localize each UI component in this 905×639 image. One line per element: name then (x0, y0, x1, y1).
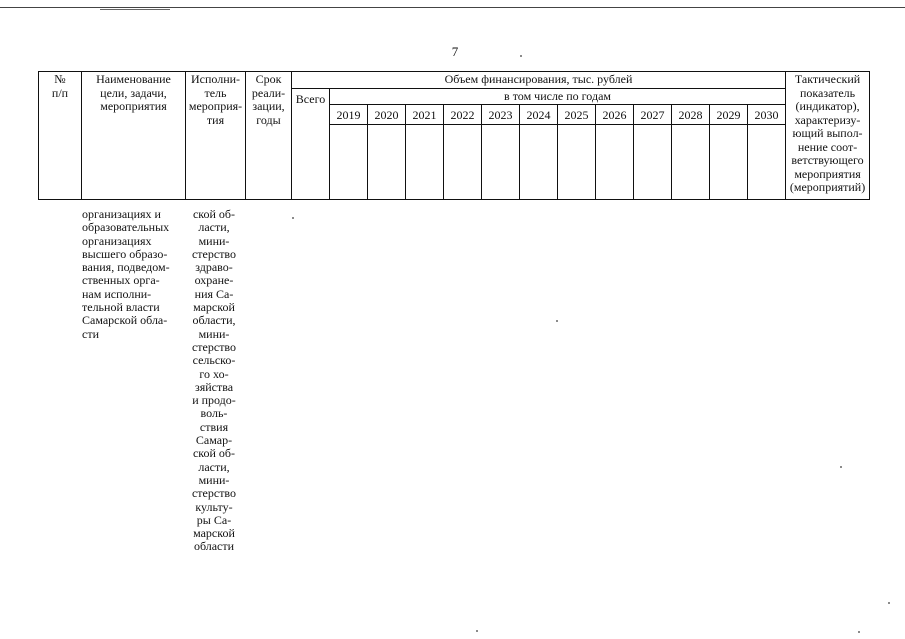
by-years-header: в том числе по годам (330, 88, 786, 105)
year-header: 2021 (406, 105, 444, 125)
executor-line: мини- (198, 233, 230, 248)
executor-line: ствия (199, 419, 229, 434)
year-header: 2019 (330, 105, 368, 125)
col-number-line: п/п (51, 85, 69, 100)
executor-line: ласти, (198, 459, 230, 474)
scan-speck (556, 320, 558, 322)
page-number: 7 (451, 44, 459, 59)
executor-line: марской (193, 300, 235, 315)
scan-speck (858, 631, 860, 633)
scan-speck (292, 217, 294, 219)
measure-name-line: высшего образо- (82, 246, 168, 261)
scan-top-border (0, 7, 905, 8)
col-executor-line: мероприя- (188, 99, 243, 113)
funding-header: Объем финансирования, тыс. рублей (292, 72, 786, 89)
col-indicator-line: ветствующего (791, 153, 864, 167)
col-executor-line: Исполни- (190, 72, 241, 86)
col-indicator-line: (индикатор), (795, 99, 860, 113)
col-indicator-line: характеризу- (794, 112, 861, 127)
col-term-line: годы (256, 112, 281, 127)
executor-line: мини- (198, 326, 230, 341)
executor-line: го хо- (199, 366, 229, 381)
executor-line: мини- (198, 472, 230, 487)
executor-line: области (193, 539, 235, 554)
col-term-line: зации, (252, 99, 285, 113)
col-indicator-line: нение соот- (797, 139, 858, 154)
col-indicator-line: показатель (799, 85, 856, 100)
col-indicator-line: (мероприятий) (789, 180, 866, 194)
year-header: 2030 (748, 105, 786, 125)
col-name-line: мероприятия (100, 99, 167, 113)
executor-line: стерство (191, 486, 237, 501)
executor-line: Самар- (195, 433, 233, 448)
year-header: 2022 (444, 105, 482, 125)
measure-name-line: организациях и (82, 207, 161, 221)
year-cell-empty (558, 124, 596, 199)
scan-top-border-segment (100, 9, 170, 10)
executor-text (186, 208, 242, 554)
year-cell-empty (368, 124, 406, 199)
executor-line: здраво- (195, 260, 233, 275)
measure-name-line: ственных орга- (82, 273, 160, 288)
col-executor-line: тель (204, 85, 227, 100)
executor-line: стерство (191, 246, 237, 261)
col-number-header (39, 72, 82, 200)
executor-line: ской об- (192, 207, 236, 221)
measure-name-line: сти (82, 326, 99, 341)
executor-line: охране- (194, 273, 234, 288)
executor-line: ры Са- (196, 512, 232, 527)
col-indicator-line: Тактический (794, 72, 861, 86)
col-indicator-line: мероприятия (794, 166, 861, 181)
col-indicator-header (786, 72, 870, 200)
year-cell-empty (748, 124, 786, 199)
measure-name-line: Самарской обла- (82, 313, 168, 328)
year-header: 2020 (368, 105, 406, 125)
measure-name-line: организациях (82, 233, 152, 248)
year-cell-empty (634, 124, 672, 199)
year-header: 2028 (672, 105, 710, 125)
col-number-line: № (54, 72, 66, 86)
executor-line: марской (193, 526, 235, 541)
executor-line: области, (192, 313, 236, 328)
col-name-header (82, 72, 186, 200)
col-term-line: реали- (251, 85, 286, 100)
year-cell-empty (710, 124, 748, 199)
executor-line: воль- (200, 406, 228, 421)
col-executor-header (186, 72, 246, 200)
measure-name-line: тельной власти (82, 300, 160, 315)
year-cell-empty (672, 124, 710, 199)
scan-speck (520, 55, 522, 57)
executor-line: ской об- (192, 446, 236, 461)
col-total-header: Всего (292, 88, 330, 199)
executor-line: зяйства (194, 379, 234, 394)
col-indicator-line: ющий выпол- (792, 126, 863, 140)
financing-table-header (38, 71, 870, 200)
executor-line: и продо- (192, 393, 236, 408)
col-term-header (246, 72, 292, 200)
year-cell-empty (596, 124, 634, 199)
executor-line: стерство (191, 339, 237, 354)
col-term-line: Срок (255, 72, 282, 86)
year-header: 2025 (558, 105, 596, 125)
executor-line: ласти, (198, 220, 230, 235)
year-header: 2024 (520, 105, 558, 125)
year-cell-empty (330, 124, 368, 199)
scan-speck (888, 602, 890, 604)
measure-name-line: образовательных (82, 220, 170, 235)
year-header: 2023 (482, 105, 520, 125)
executor-line: культу- (195, 499, 233, 514)
executor-line: ния Са- (194, 286, 234, 301)
measure-name-text (82, 208, 178, 341)
executor-line: сельско- (192, 353, 236, 368)
col-name-line: Наименование (96, 72, 171, 86)
year-header: 2027 (634, 105, 672, 125)
col-name-line: цели, задачи, (100, 85, 167, 100)
year-cell-empty (520, 124, 558, 199)
scan-speck (840, 466, 842, 468)
measure-name-line: нам исполни- (82, 286, 152, 301)
scan-speck (476, 630, 478, 632)
year-header: 2029 (710, 105, 748, 125)
col-executor-line: тия (206, 112, 225, 127)
year-cell-empty (444, 124, 482, 199)
measure-name-line: вания, подведом- (82, 260, 170, 275)
year-cell-empty (406, 124, 444, 199)
year-cell-empty (482, 124, 520, 199)
year-header: 2026 (596, 105, 634, 125)
